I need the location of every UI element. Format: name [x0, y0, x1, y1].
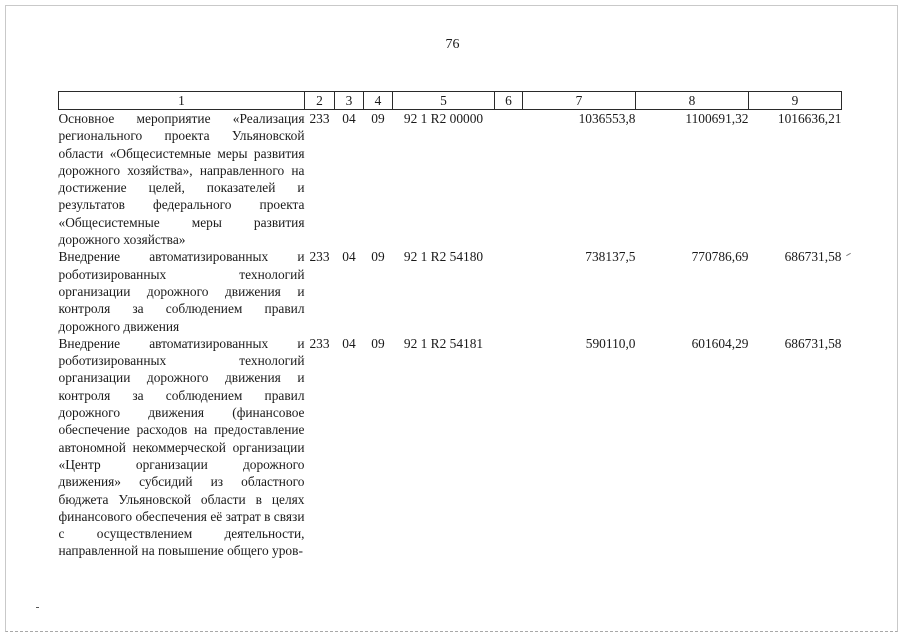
row-subsection-code: 09	[371, 335, 385, 351]
row-target-article: 92 1 R2 54180	[403, 249, 484, 265]
row-section-code: 04	[342, 249, 356, 265]
row-target-article: 92 1 R2 54181	[403, 335, 484, 351]
column-header-1: 1	[59, 92, 305, 110]
row-amount-col8: 1100691,32	[685, 111, 749, 126]
column-header-4: 4	[364, 92, 393, 110]
table-row	[59, 335, 842, 560]
table-row	[59, 110, 842, 249]
row-description: Внедрение автоматизированных и роботизированных технологий организации дорожного движения и контроля за соблюдением правил дорожного движения	[58, 249, 305, 334]
row-amount-col8: 770786,69	[691, 249, 749, 265]
column-header-5: 5	[393, 92, 495, 110]
row-amount-col9: 686731,58	[784, 249, 842, 265]
row-amount-col7: 1036553,8	[578, 111, 636, 126]
row-target-article: 92 1 R2 00000	[403, 111, 484, 126]
column-header-6: 6	[495, 92, 523, 110]
row-expense-type	[495, 248, 523, 334]
row-ministry-code: 233	[309, 111, 330, 126]
row-section-code: 04	[342, 335, 356, 351]
row-description: Основное мероприятие «Реализация регионального проекта Ульяновской области «Общесистемные меры развития дорожного хозяйства», направленного на достижение целей, показателей и результатов федерального проекта «Общесистемные меры развития дорожного хозяйства»	[58, 111, 305, 248]
row-subsection-code: 09	[371, 111, 385, 126]
row-section-code: 04	[342, 111, 356, 126]
column-header-9: 9	[749, 92, 842, 110]
page-number: 76	[445, 37, 460, 52]
budget-table	[58, 91, 842, 560]
row-amount-col9: 686731,58	[784, 335, 842, 351]
row-amount-col7: 738137,5	[585, 249, 636, 265]
row-description: Внедрение автоматизированных и роботизированных технологий организации дорожного движения и контроля за соблюдением правил дорожного движения (финансовое обеспечение расходов на предоставление автономной некоммерческой организации «Центр организации дорожного движения» субсидий из областного бюджета Ульяновской области в целях финансового обеспечения её затрат в связи с осуществлением деятельности, направленной на повышение общего уров-	[58, 335, 305, 559]
column-header-8: 8	[636, 92, 749, 110]
row-amount-col8: 601604,29	[691, 335, 749, 351]
row-expense-type	[495, 110, 523, 249]
column-number-row	[59, 92, 842, 110]
scan-artifact-dot	[36, 607, 39, 608]
row-ministry-code: 233	[309, 335, 330, 351]
row-amount-col7: 590110,0	[585, 335, 636, 351]
table-row	[59, 248, 842, 334]
row-amount-col9: 1016636,21	[777, 111, 842, 126]
row-subsection-code: 09	[371, 249, 385, 265]
row-expense-type	[495, 335, 523, 560]
column-header-3: 3	[335, 92, 364, 110]
column-header-2: 2	[305, 92, 335, 110]
row-ministry-code: 233	[309, 249, 330, 265]
column-header-7: 7	[523, 92, 636, 110]
